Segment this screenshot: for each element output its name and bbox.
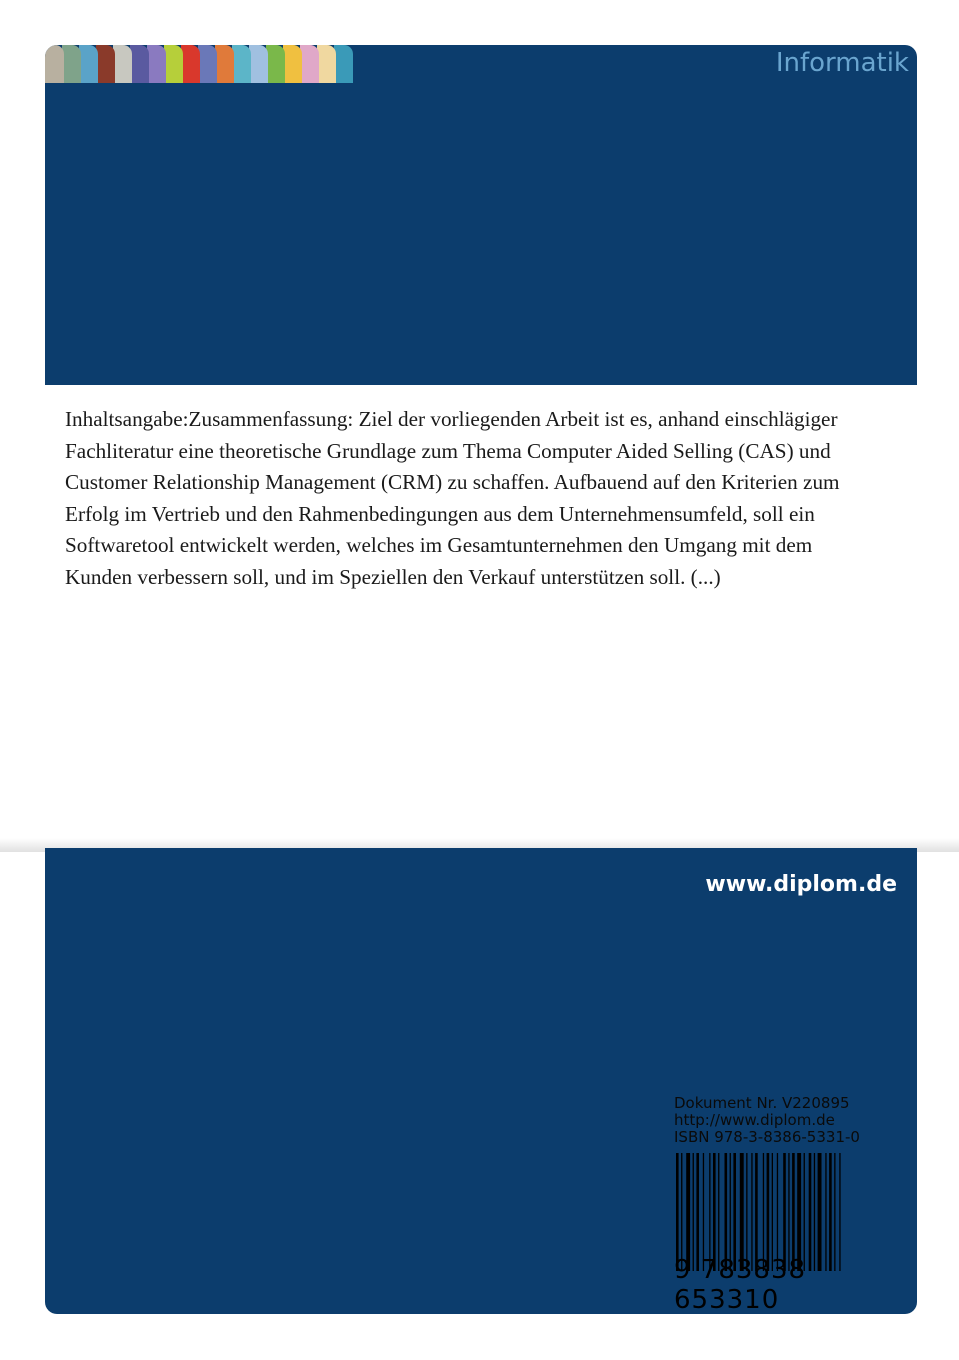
color-tab xyxy=(113,45,132,83)
barcode-bar xyxy=(693,1153,694,1271)
barcode-bar xyxy=(797,1153,801,1271)
barcode-bar xyxy=(772,1153,773,1271)
color-tab xyxy=(249,45,268,83)
color-tab xyxy=(181,45,200,83)
color-tab xyxy=(317,45,336,83)
barcode-bar xyxy=(746,1153,747,1271)
barcode-bar xyxy=(809,1153,812,1271)
color-tab xyxy=(130,45,149,83)
barcode-bar xyxy=(730,1153,731,1271)
color-tab xyxy=(300,45,319,83)
barcode-bar xyxy=(740,1153,744,1271)
barcode-bar xyxy=(783,1153,786,1271)
barcode-url: http://www.diplom.de xyxy=(674,1111,835,1129)
color-tab xyxy=(96,45,115,83)
color-tab xyxy=(266,45,285,83)
barcode-bar xyxy=(703,1153,704,1271)
isbn-text: ISBN 978-3-8386-5331-0 xyxy=(674,1128,860,1146)
barcode-bar xyxy=(814,1153,815,1271)
barcode-bar xyxy=(839,1153,840,1271)
barcode-bar xyxy=(763,1153,764,1271)
color-tab xyxy=(79,45,98,83)
barcode-bar xyxy=(792,1153,795,1271)
barcode-bar xyxy=(777,1153,778,1271)
document-number: Dokument Nr. V220895 xyxy=(674,1094,850,1112)
barcode-bar xyxy=(718,1153,719,1271)
publisher-website: www.diplom.de xyxy=(705,872,897,897)
barcode-bar xyxy=(829,1153,832,1271)
barcode-bar xyxy=(804,1153,805,1271)
barcode-bar xyxy=(676,1153,679,1271)
color-tab xyxy=(232,45,251,83)
barcode-bar xyxy=(818,1153,822,1271)
color-tab-strip xyxy=(45,45,375,83)
barcode-bar xyxy=(681,1153,682,1271)
barcode-bar xyxy=(713,1153,716,1271)
barcode-bars xyxy=(674,1153,899,1271)
color-tab xyxy=(45,45,64,83)
barcode-bar xyxy=(767,1153,770,1271)
barcode-bar xyxy=(825,1153,826,1271)
barcode-digits: 9 783838 653310 xyxy=(674,1255,807,1315)
barcode-bar xyxy=(686,1153,690,1271)
barcode-block xyxy=(674,1094,899,1315)
color-tab xyxy=(198,45,217,83)
barcode-bar xyxy=(755,1153,758,1271)
barcode-bar xyxy=(788,1153,789,1271)
barcode-bar xyxy=(733,1153,736,1271)
cover-top-panel xyxy=(45,45,917,385)
color-tab xyxy=(283,45,302,83)
cover-bottom-panel xyxy=(45,848,917,1314)
barcode-bar xyxy=(709,1153,710,1271)
color-tab xyxy=(147,45,166,83)
color-tab xyxy=(334,45,353,83)
color-tab xyxy=(215,45,234,83)
barcode-bar xyxy=(696,1153,699,1271)
color-tab xyxy=(62,45,81,83)
barcode-bar xyxy=(834,1153,835,1271)
barcode-bar xyxy=(751,1153,752,1271)
barcode-bar xyxy=(725,1153,728,1271)
abstract-text: Inhaltsangabe:Zusammenfassung: Ziel der vorliegenden Arbeit ist es, anhand einschlägiger Fachliteratur eine theoretische Grundlage zum Thema Computer Aided Selling (CAS) und Customer Relationship Management (CRM) zu schaffen. Aufbauend auf den Kriterien zum Erfolg im Vertrieb und den Rahmenbedingungen aus dem Unternehmensumfeld, soll ein Softwaretool entwickelt werden, welches im Gesamtunternehmen den Umgang mit dem Kunden verbessern soll, und im Speziellen den Verkauf unterstützen soll. (...) xyxy=(65,407,840,589)
color-tab xyxy=(164,45,183,83)
series-label: Informatik xyxy=(775,48,909,78)
